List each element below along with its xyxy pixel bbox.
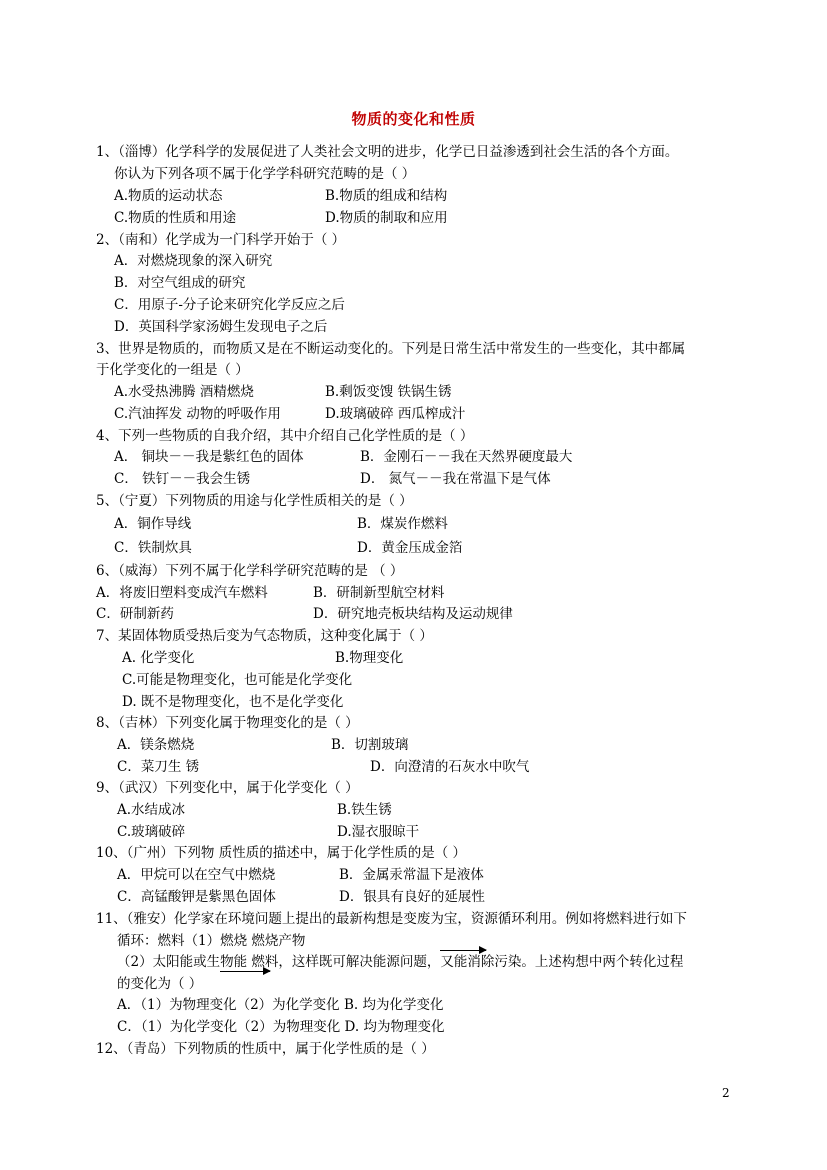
conversion-arrow-icon: [220, 971, 270, 972]
q10-option-c: C．高锰酸钾是紫黑色固体: [117, 889, 276, 905]
document-title: 物质的变化和性质: [351, 110, 476, 128]
q3-option-a: A.水受热沸腾 酒精燃烧: [114, 384, 254, 400]
q11-options-ab: A．（1）为物理变化（2）为化学变化 B. 均为化学变化: [117, 997, 444, 1013]
q3-stem-cont: 于化学变化的一组是（ ）: [96, 362, 249, 378]
q6-option-a: A．将废旧塑料变成汽车燃料: [96, 585, 268, 601]
q8-option-d: D．向澄清的石灰水中吹气: [370, 759, 530, 775]
q9-option-d: D.湿衣服晾干: [337, 824, 420, 840]
q11-stem-cont: （2）太阳能或生物能 燃料，这样既可解决能源问题，又能消除污染。上述构想中两个转化过程: [117, 954, 684, 970]
q3-option-b: B.剩饭变馊 铁锅生锈: [325, 384, 452, 400]
q5-stem: 5、（宁夏）下列物质的用途与化学性质相关的是（ ）: [96, 493, 413, 509]
q9-option-a: A.水结成冰: [117, 802, 186, 818]
q10-option-d: D．银具有良好的延展性: [339, 889, 485, 905]
q7-option-b: B.物理变化: [335, 650, 404, 666]
q2-option-a: A．对燃烧现象的深入研究: [114, 253, 273, 269]
q5-option-c: C．铁制炊具: [114, 540, 192, 556]
q1-stem-cont: 你认为下列各项不属于化学学科研究范畴的是（ ）: [114, 166, 416, 182]
q1-option-b: B.物质的组成和结构: [325, 188, 448, 204]
q1-stem: 1、（淄博）化学科学的发展促进了人类社会文明的进步，化学已日益渗透到社会生活的各个方面。: [96, 144, 679, 160]
q7-stem: 7、某固体物质受热后变为气态物质，这种变化属于（ ）: [96, 628, 433, 644]
q9-stem: 9、（武汉）下列变化中，属于化学变化（ ）: [96, 780, 359, 796]
q8-option-c: C．菜刀生 锈: [117, 759, 200, 775]
q1-option-a: A.物质的运动状态: [114, 188, 223, 204]
q8-stem: 8、（吉林）下列变化属于物理变化的是（ ）: [96, 715, 359, 731]
conversion-arrow-icon: [440, 950, 486, 951]
q8-option-a: A．镁条燃烧: [117, 737, 195, 753]
q11-stem-end: 的变化为（ ）: [117, 976, 203, 992]
q3-stem: 3、世界是物质的，而物质又是在不断运动变化的。下列是日常生活中常发生的一些变化，其中都属: [96, 341, 686, 357]
q5-option-a: A．铜作导线: [114, 516, 192, 532]
q2-option-b: B．对空气组成的研究: [114, 275, 246, 291]
q10-stem: 10、（广州）下列物 质性质的描述中，属于化学性质的是（ ）: [96, 845, 467, 861]
q2-option-d: D．英国科学家汤姆生发现电子之后: [114, 319, 328, 335]
q8-option-b: B．切割玻璃: [331, 737, 409, 753]
q4-stem: 4、下列一些物质的自我介绍，其中介绍自己化学性质的是（ ）: [96, 428, 474, 444]
q7-option-d: D. 既不是物理变化，也不是化学变化: [122, 694, 344, 710]
page-number: 2: [722, 1086, 730, 1100]
q3-option-d: D.玻璃破碎 西瓜榨成汁: [325, 406, 466, 422]
q4-option-c: C． 铁钉－－我会生锈: [114, 471, 251, 487]
q4-option-d: D． 氮气－－我在常温下是气体: [360, 471, 551, 487]
q10-option-b: B．金属汞常温下是液体: [339, 867, 484, 883]
q2-option-c: C．用原子-分子论来研究化学反应之后: [114, 297, 345, 313]
q7-option-a: A. 化学变化: [122, 650, 195, 666]
q9-option-c: C.玻璃破碎: [117, 824, 186, 840]
q4-option-b: B．金刚石－－我在天然界硬度最大: [360, 449, 573, 465]
q11-options-cd: C．（1）为化学变化（2）为物理变化 D. 均为物理变化: [117, 1019, 445, 1035]
q11-stem-cycle: 循环：燃料（1）燃烧 燃烧产物: [117, 933, 306, 949]
q4-option-a: A． 铜块－－我是紫红色的固体: [114, 449, 304, 465]
q6-option-d: D．研究地壳板块结构及运动规律: [313, 606, 513, 622]
q1-option-c: C.物质的性质和用途: [114, 210, 237, 226]
q7-option-c: C.可能是物理变化，也可能是化学变化: [122, 672, 353, 688]
q10-option-a: A．甲烷可以在空气中燃烧: [117, 867, 276, 883]
q2-stem: 2、（南和）化学成为一门科学开始于（ ）: [96, 232, 346, 248]
q11-stem: 11、（雅安）化学家在环境问题上提出的最新构想是变废为宝，资源循环利用。例如将燃料进行如下: [96, 911, 687, 927]
q5-option-d: D．黄金压成金箔: [357, 540, 463, 556]
q1-option-d: D.物质的制取和应用: [325, 210, 448, 226]
q5-option-b: B．煤炭作燃料: [357, 516, 448, 532]
q3-option-c: C.汽油挥发 动物的呼吸作用: [114, 406, 281, 422]
q6-option-c: C．研制新药: [96, 606, 174, 622]
q12-stem: 12、（青岛）下列物质的性质中，属于化学性质的是（ ）: [96, 1041, 435, 1057]
q6-option-b: B．研制新型航空材料: [313, 585, 445, 601]
q6-stem: 6、（威海）下列不属于化学科学研究范畴的是 （ ）: [96, 563, 404, 579]
q9-option-b: B.铁生锈: [337, 802, 392, 818]
